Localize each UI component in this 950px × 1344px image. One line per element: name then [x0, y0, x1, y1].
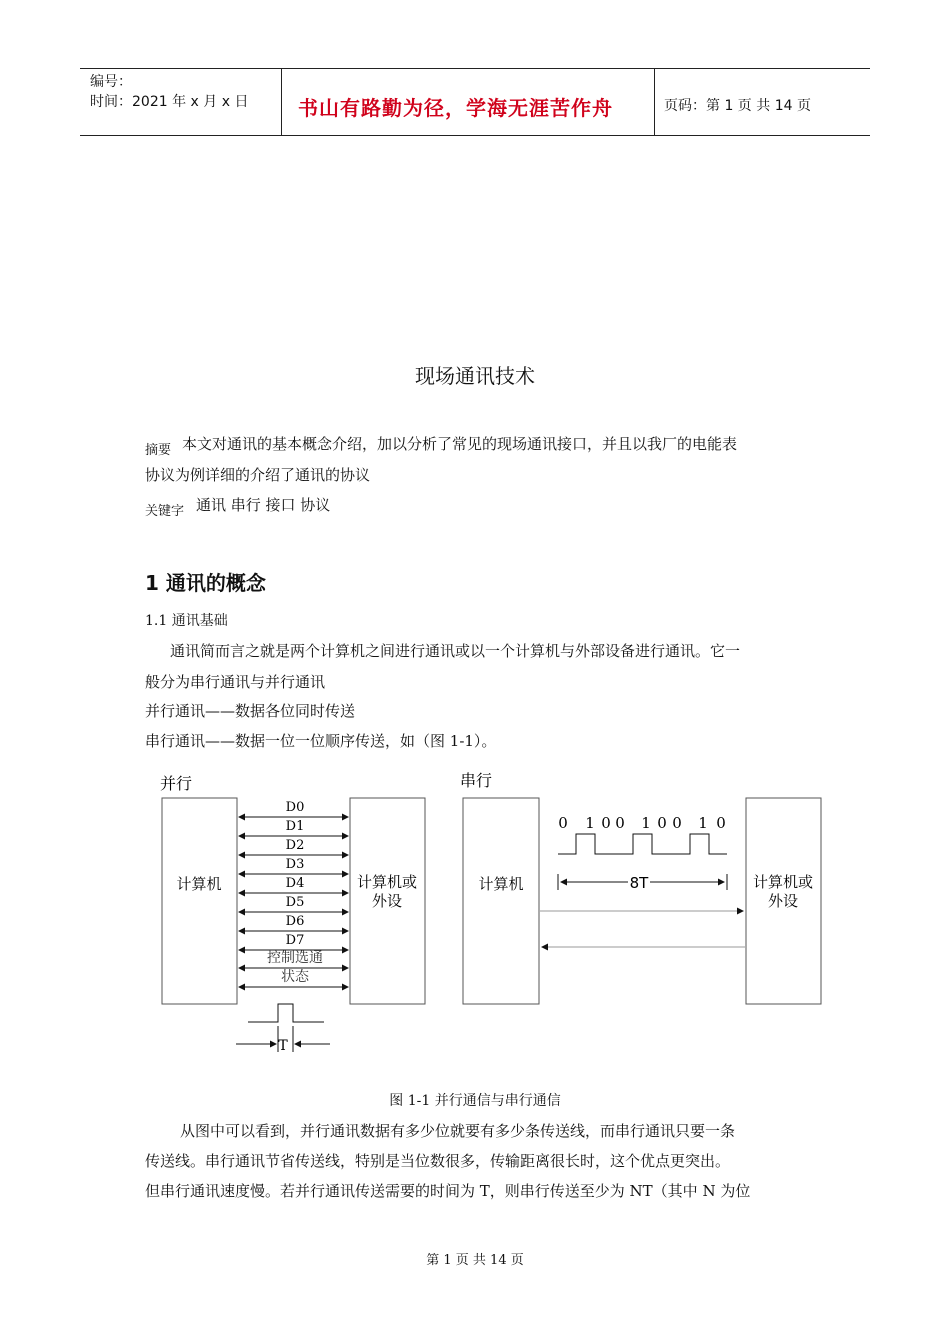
parallel-pulse: [248, 1004, 324, 1022]
figure-parallel-serial: [0, 760, 950, 1070]
serial-bit-3: 0: [615, 814, 625, 832]
header-divider-1: [281, 68, 282, 136]
abstract-line-2: 协议为例详细的介绍了通讯的协议: [145, 466, 371, 484]
paragraph-1-line-2: 般分为串行通讯与并行通讯: [145, 673, 326, 691]
data-label-d1: D1: [285, 819, 305, 834]
period-label: T: [278, 1038, 288, 1054]
header-divider-2: [654, 68, 655, 136]
serial-bit-5: 0: [657, 814, 667, 832]
control-label-2: 状态: [281, 969, 309, 985]
serial-computer-box: [463, 798, 539, 1004]
data-label-d2: D2: [285, 838, 305, 853]
control-label-1: 控制选通: [267, 950, 323, 966]
section-1-heading: 1 通讯的概念: [145, 571, 266, 595]
abstract-label: 摘要: [145, 443, 172, 458]
serial-bit-4: 1: [641, 814, 651, 832]
abstract-line-1: 本文对通讯的基本概念介绍，加以分析了常见的现场通讯接口，并且以我厂的电能表: [182, 435, 738, 453]
data-label-d7: D7: [285, 933, 305, 948]
subsection-1-1-heading: 1.1 通讯基础: [145, 613, 228, 629]
serial-peripheral-label-1: 计算机或: [752, 873, 814, 891]
header-page-info: 页码：第 1 页 共 14 页: [664, 98, 811, 114]
header-number-label: 编号：: [90, 74, 132, 90]
parallel-computer-label: 计算机: [176, 875, 222, 893]
keywords-text: 通讯 串行 接口 协议: [196, 496, 331, 514]
serial-computer-label: 计算机: [478, 875, 524, 893]
data-label-d5: D5: [285, 895, 305, 910]
header-bottom-border: [80, 135, 870, 136]
figure-caption: 图 1-1 并行通信与串行通信: [389, 1093, 561, 1109]
parallel-computer-box: [162, 798, 237, 1004]
document-title: 现场通讯技术: [415, 364, 535, 388]
serial-bit-7: 1: [698, 814, 708, 832]
parallel-label: 并行: [160, 774, 193, 793]
data-label-d3: D3: [285, 857, 305, 872]
data-label-d6: D6: [285, 914, 305, 929]
serial-duration-label: 8T: [629, 874, 649, 892]
paragraph-2-line-1: 从图中可以看到，并行通讯数据有多少位就要有多少条传送线，而串行通讯只要一条: [180, 1122, 736, 1140]
serial-peripheral-label-2: 外设: [767, 892, 799, 910]
serial-bit-0: 0: [558, 814, 568, 832]
header-time-label: 时间：2021 年 x 月 x 日: [90, 94, 249, 110]
serial-definition: 串行通讯——数据一位一位顺序传送，如（图 1-1）。: [145, 732, 497, 750]
parallel-definition: 并行通讯——数据各位同时传送: [145, 702, 356, 720]
paragraph-1-line-1: 通讯简而言之就是两个计算机之间进行通讯或以一个计算机与外部设备进行通讯。它一: [170, 642, 741, 660]
serial-label: 串行: [460, 771, 493, 790]
serial-waveform: [558, 834, 727, 854]
header-top-border: [80, 68, 870, 69]
paragraph-2-line-3: 但串行通讯速度慢。若并行通讯传送需要的时间为 T，则串行传送至少为 NT（其中 N 为位: [145, 1182, 751, 1200]
data-label-d0: D0: [285, 800, 305, 815]
serial-bit-1: 1: [585, 814, 595, 832]
parallel-peripheral-label-2: 外设: [371, 892, 403, 910]
header-motto: 书山有路勤为径，学海无涯苦作舟: [298, 96, 613, 120]
serial-bit-2: 0: [601, 814, 611, 832]
parallel-peripheral-label-1: 计算机或: [356, 873, 418, 891]
paragraph-2-line-2: 传送线。串行通讯节省传送线，特别是当位数很多，传输距离很长时，这个优点更突出。: [145, 1152, 731, 1170]
serial-bit-6: 0: [672, 814, 682, 832]
data-label-d4: D4: [285, 876, 305, 891]
serial-bit-8: 0: [716, 814, 726, 832]
footer-page-number: 第 1 页 共 14 页: [426, 1253, 524, 1268]
keywords-label: 关键字: [145, 504, 185, 519]
